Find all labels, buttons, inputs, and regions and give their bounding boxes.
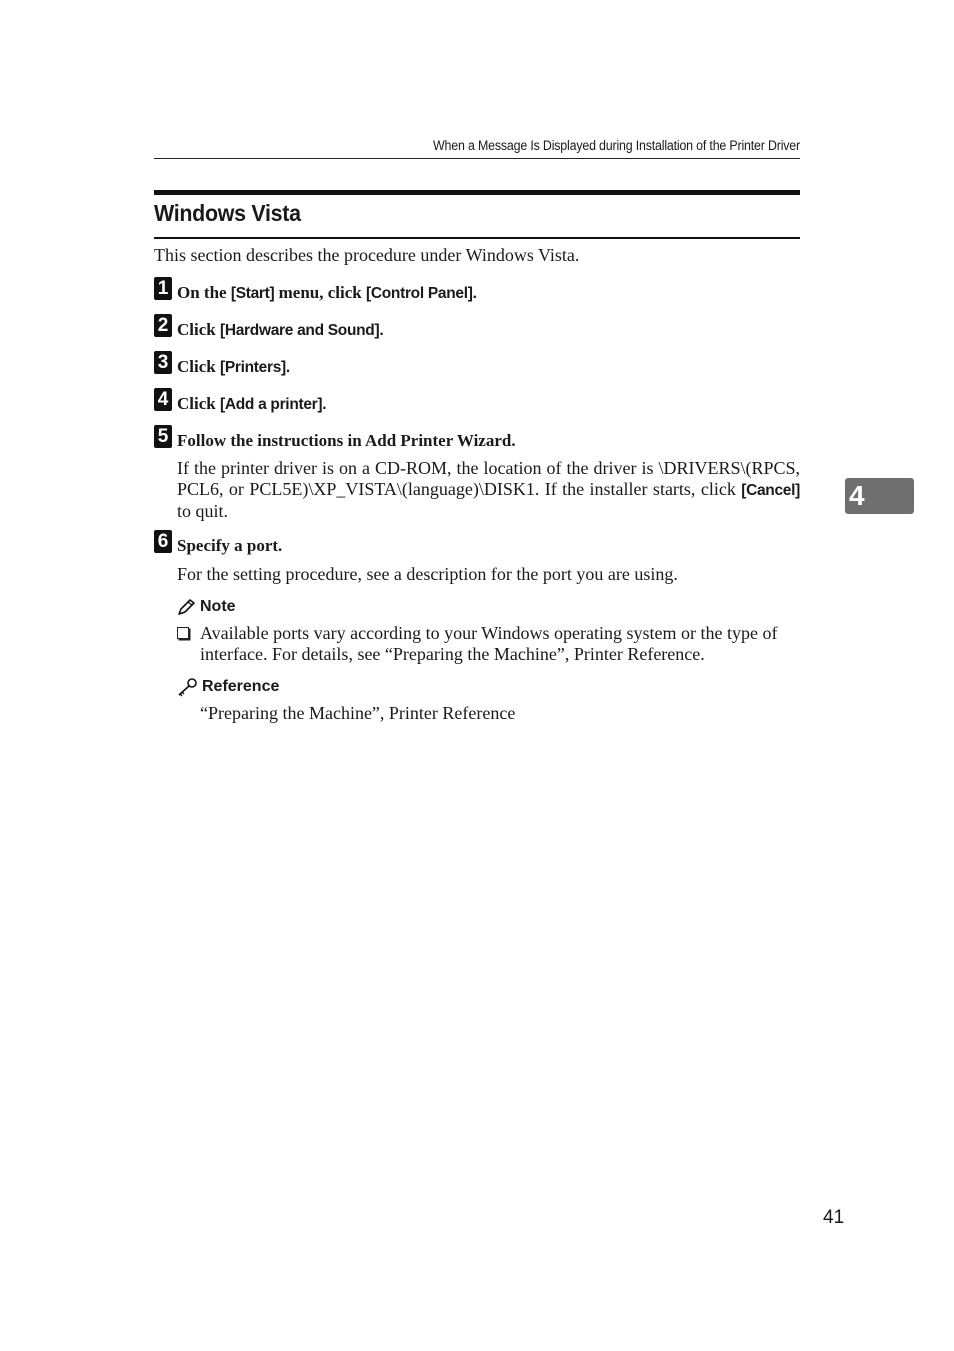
printers-label: [Printers]: [219, 359, 286, 376]
note-item: [177, 623, 800, 665]
step-number-5: 5: [154, 425, 172, 448]
step-1-text-part: menu, click: [274, 283, 366, 302]
section-intro: This section describes the procedure under Windows Vista.: [154, 245, 580, 265]
step-5-detail-text: to quit.: [177, 501, 229, 521]
control-panel-label: [Control Panel]: [366, 285, 473, 302]
step-1-text: [177, 283, 477, 303]
header-rule: [154, 158, 800, 159]
step-3-text-part: Click: [177, 357, 220, 376]
step-6-text: Specify a port.: [177, 536, 283, 555]
step-3-text: [177, 357, 290, 377]
note-heading-label: Note: [200, 598, 236, 615]
page-number: 41: [823, 1207, 845, 1228]
step-number-2: 2: [154, 314, 172, 337]
note-heading: [177, 598, 236, 616]
hardware-and-sound-label: [Hardware and Sound]: [219, 322, 380, 339]
step-4-text-part: .: [322, 396, 327, 413]
step-number-6: 6: [154, 530, 172, 553]
key-icon: [177, 677, 199, 697]
step-4-text-part: Click: [177, 394, 220, 413]
step-5-detail-text: If the printer driver is on a CD-ROM, the location of the driver is \DRIVERS\(RPCS, PCL6, or PCL5E)\XP_VISTA\(language)\DISK1. If the installer starts, click: [177, 458, 800, 499]
reference-heading-label: Reference: [202, 678, 280, 695]
step-6-detail: For the setting procedure, see a description for the port you are using.: [177, 564, 678, 584]
step-2-text: [177, 320, 383, 340]
step-number-3: 3: [154, 351, 172, 374]
pencil-icon: [177, 598, 197, 616]
step-number-1: 1: [154, 277, 172, 300]
step-2-text-part: .: [379, 322, 384, 339]
note-item-text: Available ports vary according to your Windows operating system or the type of interface. For details, see “Preparing the Machine”, Printer Reference.: [200, 623, 778, 664]
step-1-text-part: On the: [177, 283, 231, 302]
step-3-text-part: .: [285, 359, 290, 376]
reference-heading: [177, 677, 279, 697]
step-1-text-part: .: [472, 285, 477, 302]
step-2-text-part: Click: [177, 320, 220, 339]
title-rule-bottom: [154, 237, 800, 239]
chapter-tab: 4: [845, 478, 914, 514]
step-number-4: 4: [154, 388, 172, 411]
checkbox-icon: [177, 627, 189, 639]
section-title: Windows Vista: [154, 200, 301, 226]
start-menu-label: [Start]: [230, 285, 275, 302]
reference-text: “Preparing the Machine”, Printer Reference: [200, 703, 516, 723]
add-a-printer-label: [Add a printer]: [219, 396, 323, 413]
running-header: When a Message Is Displayed during Installation of the Printer Driver: [433, 138, 800, 153]
step-4-text: [177, 394, 326, 414]
step-5-detail: [177, 458, 800, 522]
cancel-button-label: [Cancel]: [741, 482, 800, 499]
title-rule-top: [154, 190, 800, 195]
step-5-text: Follow the instructions in Add Printer Wizard.: [177, 431, 516, 450]
